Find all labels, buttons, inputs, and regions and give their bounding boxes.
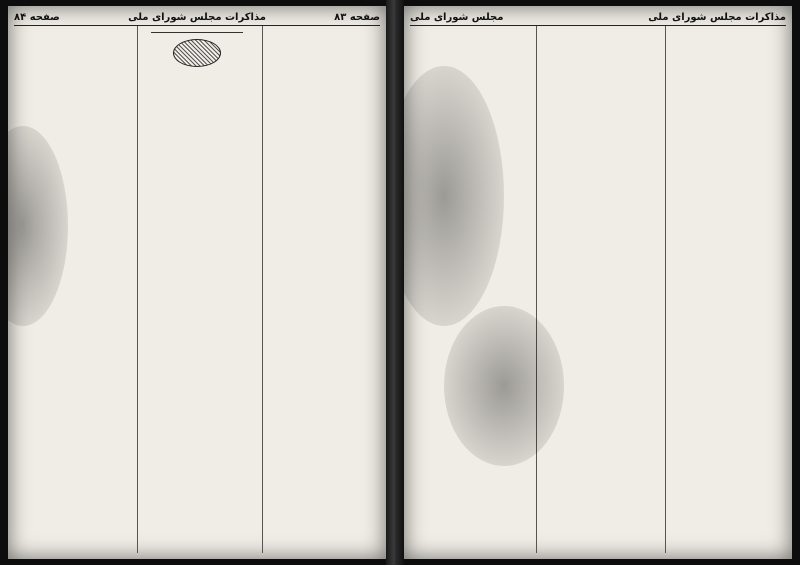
left-column-3 [12, 26, 131, 553]
book-gutter [386, 0, 404, 565]
left-page [8, 6, 386, 559]
left-column-1 [262, 26, 382, 553]
right-page-header [410, 10, 786, 24]
seal-stamp [173, 39, 221, 67]
divider [151, 32, 244, 33]
left-header-left: صفحه ۸۴ [14, 11, 60, 23]
right-columns [408, 26, 788, 553]
left-page-header [14, 10, 380, 24]
right-header-right: مذاکرات مجلس شورای ملی [648, 11, 786, 23]
right-column-3 [408, 26, 530, 553]
left-header-right: صفحه ۸۳ [334, 11, 380, 23]
left-columns [12, 26, 382, 553]
right-page [404, 6, 792, 559]
left-column-2 [137, 26, 257, 553]
right-header-left: مجلس شورای ملی [410, 11, 504, 23]
right-column-2 [536, 26, 659, 553]
right-column-1 [665, 26, 788, 553]
left-header-center: مذاکرات مجلس شورای ملی [128, 11, 266, 23]
